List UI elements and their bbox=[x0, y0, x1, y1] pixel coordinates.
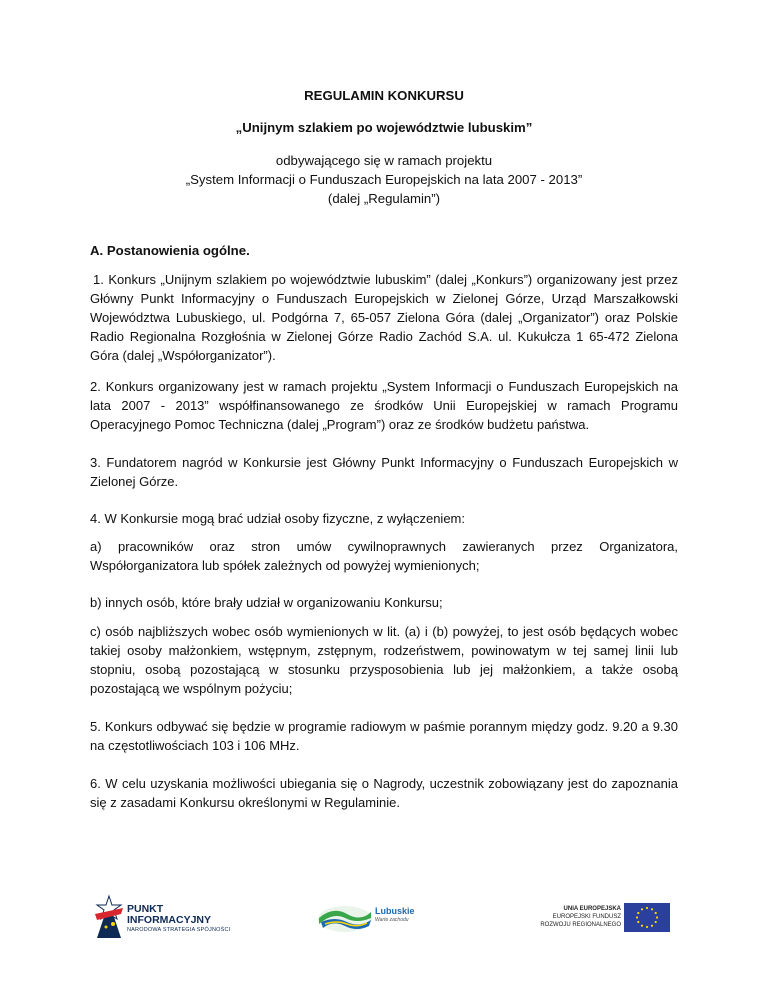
logo-pi-subtitle: NARODOWA STRATEGIA SPÓJNOŚCI bbox=[127, 927, 231, 933]
footer-logos bbox=[0, 892, 768, 952]
logo-pi-line-2: INFORMACYJNY bbox=[127, 914, 212, 926]
eu-logo bbox=[540, 903, 674, 933]
subtitle-line-3: (dalej „Regulamin”) bbox=[327, 191, 441, 206]
paragraph-4c: c) osób najbliższych wobec osób wymienionych w lit. (a) i (b) powyżej, to jest osób będących wobec takiej osoby małżonkiem, wstępnym, zstępnym, rodzeństwem, powinowatym w tej samej linii lub stopniu, osobą pozostającą w stosunku przysposobienia lub jej małżonkiem, a także osobą pozostającą we wspólnym pożyciu; bbox=[90, 624, 678, 696]
paragraph-1: 1. Konkurs „Unijnym szlakiem po województwie lubuskim” (dalej „Konkurs”) organizowany jest przez Główny Punkt Informacyjny o Funduszach Europejskich w Zielonej Górze, Urząd Marszałkowski Województwa Lubuskiego, ul. Podgórna 7, 65-057 Zielona Góra (dalej „Organizator”) oraz Polskie Radio Regionalna Rozgłośnia w Zielonej Górze Radio Zachód S.A. ul. Kukułcza 1 65-472 Zielona Góra (dalej „Współorganizator”). bbox=[90, 272, 678, 363]
paragraph-4b: b) innych osób, które brały udział w organizowaniu Konkursu; bbox=[90, 595, 443, 610]
eu-line-1: UNIA EUROPEJSKA bbox=[563, 906, 621, 912]
paragraph-5: 5. Konkurs odbywać się będzie w programie radiowym w paśmie porannym między godz. 9.20 a 9.30 na częstotliwościach 103 i 106 MHz. bbox=[90, 719, 678, 753]
eu-line-2: EUROPEJSKI FUNDUSZ bbox=[552, 914, 621, 920]
document-title: REGULAMIN KONKURSU bbox=[304, 88, 464, 103]
subtitle-block bbox=[90, 151, 678, 208]
logo-lub-tagline: Warte zachodu bbox=[375, 917, 409, 923]
eu-flag-icon bbox=[624, 903, 670, 932]
paragraph-3: 3. Fundatorem nagród w Konkursie jest Główny Punkt Informacyjny o Funduszach Europejskich w Zielonej Górze. bbox=[90, 455, 678, 489]
logo-pi-line-1: PUNKT bbox=[127, 903, 164, 915]
lubuskie-waves-icon bbox=[317, 904, 373, 934]
paragraph-4: 4. W Konkursie mogą brać udział osoby fizyczne, z wyłączeniem: bbox=[90, 511, 465, 526]
subtitle-line-2: „System Informacji o Funduszach Europejskich na lata 2007 - 2013” bbox=[185, 172, 583, 187]
lubuskie-logo bbox=[317, 904, 427, 934]
subtitle-line-1: odbywającego się w ramach projektu bbox=[275, 153, 493, 168]
contest-name: „Unijnym szlakiem po województwie lubuskim” bbox=[235, 120, 533, 135]
paragraph-2: 2. Konkurs organizowany jest w ramach projektu „System Informacji o Funduszach Europejskich na lata 2007 - 2013” współfinansowanego ze środków Unii Europejskiej w ramach Programu Operacyjnego Pomoc Techniczna (dalej „Program”) oraz ze środków budżetu państwa. bbox=[90, 379, 678, 432]
punkt-informacyjny-logo bbox=[93, 894, 253, 940]
paragraph-6: 6. W celu uzyskania możliwości ubiegania się o Nagrody, uczestnik zobowiązany jest do zapoznania się z zasadami Konkursu określonymi w Regulaminie. bbox=[90, 776, 678, 810]
section-heading: A. Postanowienia ogólne. bbox=[90, 243, 250, 258]
star-flag-icon bbox=[93, 894, 125, 938]
eu-line-3: ROZWOJU REGIONALNEGO bbox=[540, 922, 621, 928]
paragraph-4a: a) pracowników oraz stron umów cywilnoprawnych zawieranych przez Organizatora, Współorganizatora lub spółek zależnych od powyżej wymienionych; bbox=[90, 539, 678, 573]
logo-lub-name: Lubuskie bbox=[375, 906, 415, 916]
eu-text-block bbox=[540, 905, 621, 929]
logo-pi-title bbox=[127, 904, 211, 926]
